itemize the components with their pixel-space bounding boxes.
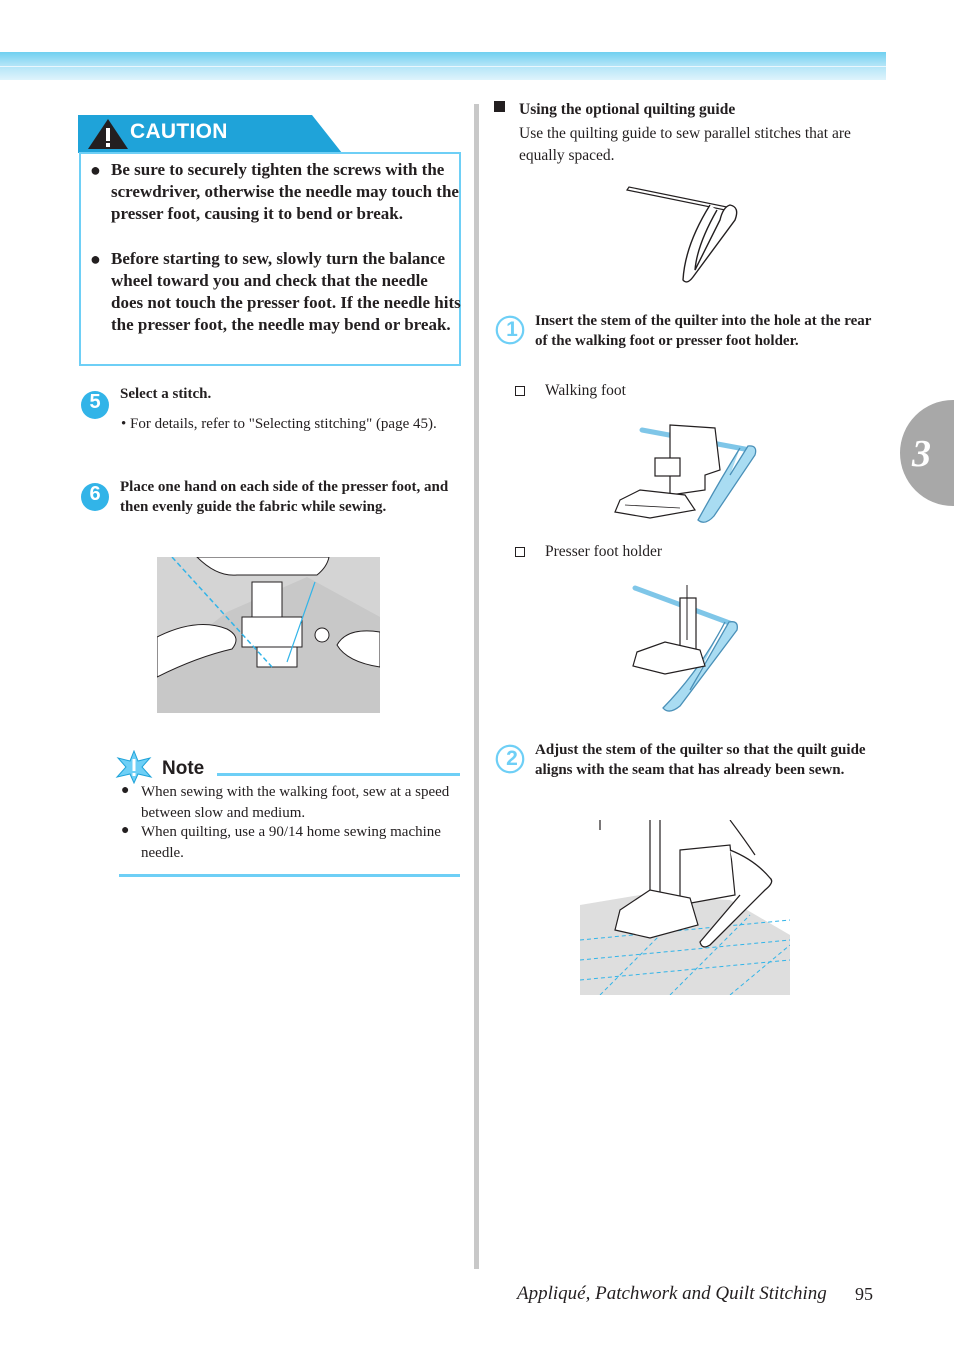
note-title: Note — [162, 758, 205, 779]
caution-bullet-icon: ● — [90, 249, 101, 269]
checkbox-icon — [515, 547, 525, 557]
quilting-guide-illustration — [625, 185, 745, 285]
caution-item-2: Before starting to sew, slowly turn the balance wheel toward you and check that the needle does not touch the presser foot. If the needle hits the presser foot, the needle may bend or break. — [111, 249, 461, 334]
step-6-number: 6 — [89, 483, 101, 505]
caution-title: CAUTION — [130, 120, 228, 143]
note-star-icon — [115, 750, 153, 784]
note-bullet-icon: ● — [121, 823, 130, 838]
chapter-number: 3 — [912, 433, 931, 475]
section-square-icon — [494, 101, 505, 112]
note-bottom-line — [119, 874, 460, 877]
step-6-text: Place one hand on each side of the presser foot, and then evenly guide the fabric while sewing. — [120, 479, 449, 515]
note-top-line — [217, 773, 460, 776]
option-walking-foot: Walking foot — [545, 382, 626, 399]
header-line — [0, 66, 886, 67]
checkbox-icon — [515, 386, 525, 396]
step-2-text: Adjust the stem of the quilter so that the quilt guide aligns with the seam that has already been sewn. — [535, 742, 866, 778]
column-divider — [474, 104, 479, 1269]
note-item-1: When sewing with the walking foot, sew at a speed between slow and medium. — [141, 784, 450, 821]
step-1-number: 1 — [506, 318, 518, 341]
footer-title: Appliqué, Patchwork and Quilt Stitching — [517, 1283, 827, 1304]
step-5-number: 5 — [89, 391, 101, 413]
presser-foot-holder-illustration — [625, 580, 745, 715]
quilting-guide-description: Use the quilting guide to sew parallel stitches that are equally spaced. — [519, 125, 851, 164]
option-presser-foot-holder: Presser foot holder — [545, 543, 663, 560]
note-bullet-icon: ● — [121, 783, 130, 798]
caution-bullet-icon: ● — [90, 160, 101, 180]
hands-guiding-fabric-illustration — [157, 557, 380, 713]
caution-item-1: Be sure to securely tighten the screws with the screwdriver, otherwise the needle may touch the presser foot, causing it to bend or break. — [111, 160, 459, 223]
step-5-detail: • For details, refer to "Selecting stitching" (page 45). — [121, 416, 437, 432]
walking-foot-illustration — [610, 420, 760, 528]
step-1-text: Insert the stem of the quilter into the hole at the rear of the walking foot or presser foot holder. — [535, 313, 872, 349]
step-2-number: 2 — [506, 747, 518, 770]
quilt-guide-alignment-illustration — [580, 820, 790, 995]
note-item-2: When quilting, use a 90/14 home sewing machine needle. — [141, 824, 441, 861]
step-5-text: Select a stitch. — [120, 386, 212, 402]
page-number: 95 — [855, 1284, 873, 1304]
quilting-guide-heading: Using the optional quilting guide — [519, 101, 736, 118]
